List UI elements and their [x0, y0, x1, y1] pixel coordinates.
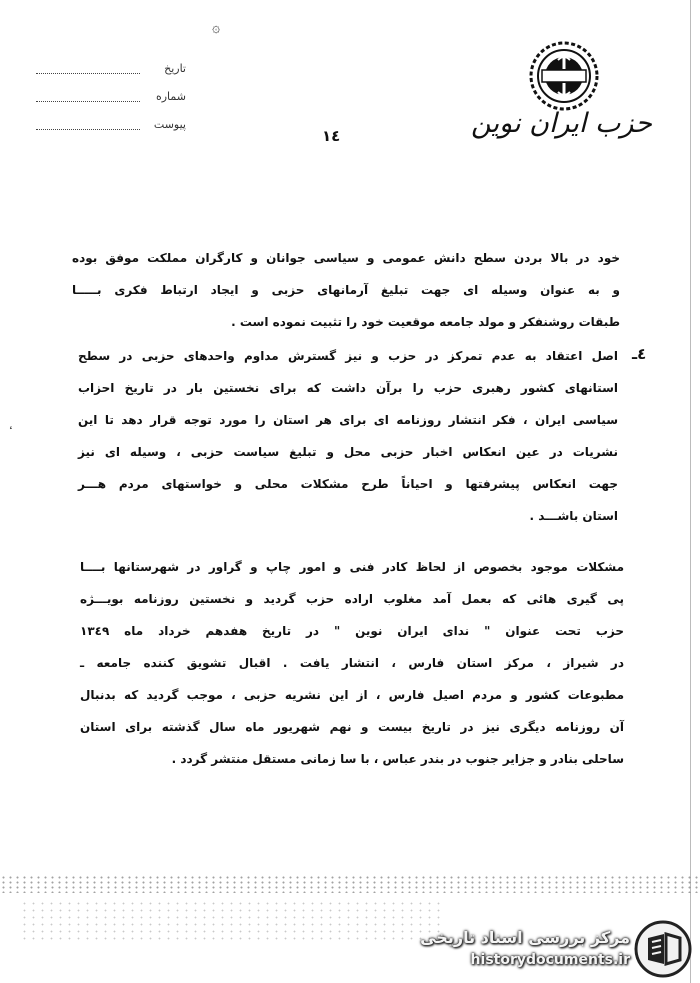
text-line: حزب تحت عنوان " ندای ایران نوین " در تاریخ هفدهم خرداد ماه ١٣٤٩: [80, 624, 624, 638]
attachment-field: [36, 118, 186, 136]
text-line: سیاسی ایران ، فکر انتشار روزنامه ای برای هر استان را مورد توجه قرار دهد تا این: [78, 413, 618, 427]
text-line: آن روزنامه دیگری نیز در تاریخ بیست و نهم شهریور ماه سال گذشته برای استان: [80, 720, 624, 734]
scan-edge-line: [690, 0, 691, 983]
text-line: در شیراز ، مرکز استان فارس ، انتشار یافت . اقبال تشویق کننده جامعه ـ: [80, 656, 624, 670]
page-number: ١٤: [322, 127, 341, 145]
scan-noise-band: [20, 900, 440, 940]
text-line: خود در بالا بردن سطح دانش عمومی و سیاسی جوانان و کارگران مملکت موفق بوده: [72, 251, 620, 265]
text-line: جهت انعکاس پیشرفتها و احیاناً طرح مشکلات محلی و خواستهای مردم هـــر: [78, 477, 618, 491]
number-field: [36, 90, 186, 108]
paragraph-3: [80, 551, 624, 775]
number-label: شماره: [155, 90, 186, 103]
item-marker: ٤ـ: [632, 345, 647, 363]
archive-logo-icon: [634, 920, 692, 978]
text-line: مشکلات موجود بخصوص از لحاظ کادر فنی و امور چاپ و گراور در شهرستانها بــــا: [80, 560, 624, 574]
paragraph-2: [78, 340, 618, 532]
paragraph-1: [72, 242, 620, 338]
attachment-dotted-line: [36, 129, 140, 130]
number-dotted-line: [36, 101, 140, 102]
text-line: پی گیری هائی که بعمل آمد مغلوب اراده حزب گردید و نخستین روزنامه بویـــژه: [80, 592, 624, 606]
text-line: طبقات روشنفکر و مولد جامعه موقعیت خود را تثبیت نموده است .: [231, 315, 620, 329]
party-name: حزب ایران نوین: [471, 108, 652, 139]
text-line: نشریات در عین انعکاس اخبار حزبی محل و تبلیغ سیاست حزبی ، وسیله ای نیز: [78, 445, 618, 459]
text-line: استانهای کشور رهبری حزب را برآن داشت که برای نخستین بار در تاریخ احزاب: [78, 381, 618, 395]
text-line: استان باشـــد .: [529, 509, 618, 523]
text-line: مطبوعات کشور و مردم اصیل فارس ، از این نشریه حزبی ، موجب گردید که بدنبال: [80, 688, 624, 702]
party-emblem-icon: [528, 40, 600, 112]
attachment-label: پیوست: [153, 118, 186, 131]
scan-noise-band: [0, 875, 700, 893]
text-line: و به عنوان وسیله ای جهت تبلیغ آرمانهای حزبی و ایجاد ارتباط فکری بـــــا: [72, 283, 620, 297]
watermark-title: مرکز بررسی اسناد تاریخی: [420, 928, 630, 947]
date-field: [36, 62, 186, 80]
watermark-url: historydocuments.ir: [470, 952, 630, 968]
corner-ink-mark: ۞: [212, 20, 221, 36]
date-dotted-line: [36, 73, 140, 74]
text-line: ساحلی بنادر و جزایر جنوب در بندر عباس ، با سا زمانی مستقل منتشر گردد .: [171, 752, 624, 766]
date-label: تاریخ: [164, 62, 186, 75]
text-line: اصل اعتقاد به عدم تمرکز در حزب و نیز گسترش مداوم واحدهای حزبی در سطح: [78, 349, 618, 363]
